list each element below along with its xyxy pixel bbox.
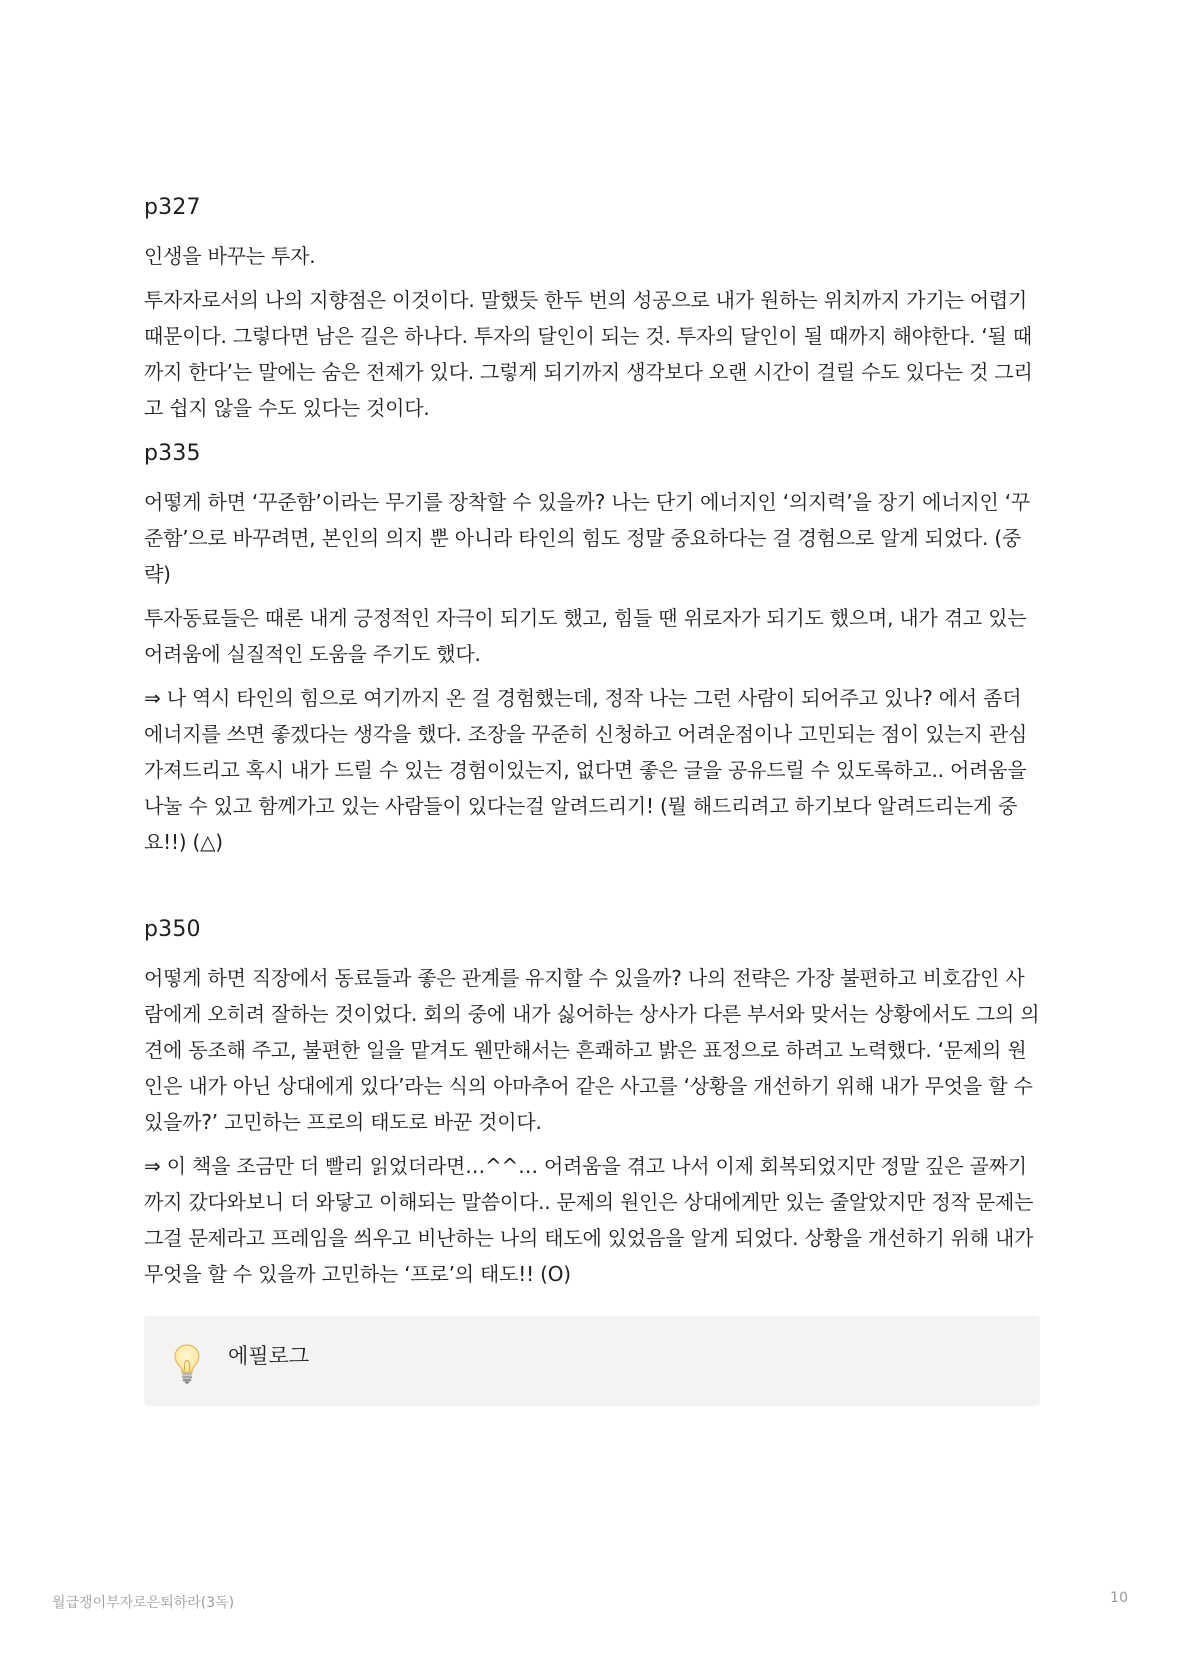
page-number: 10 — [1110, 1590, 1128, 1606]
section-p335 — [144, 434, 1040, 860]
section-p327 — [144, 188, 1040, 426]
epilogue-callout — [144, 1316, 1040, 1406]
section-p350 — [144, 910, 1040, 1292]
reflection-paragraph: ⇒ 나 역시 타인의 힘으로 여기까지 온 걸 경험했는데, 정작 나는 그런 사람이 되어주고 있나? 에서 좀더 에너지를 쓰면 좋겠다는 생각을 했다. 조장을 꾸준히 신청하고 어려운점이나 고민되는 점이 있는지 관심가져드리고 혹시 내가 드릴 수 있는 경험이있는지, 없다면 좋은 글을 공유드릴 수 있도록하고.. 어려움을 나눌 수 있고 함께가고 있는 사람들이 있다는걸 알려드리기! (뭘 해드리려고 하기보다 알려드리는게 중요!!) (△) — [144, 686, 1028, 854]
page-content — [144, 188, 1040, 1406]
reflection-paragraph: ⇒ 이 책을 조금만 더 빨리 읽었더라면…^^… 어려움을 겪고 나서 이제 회복되었지만 정말 깊은 골짜기까지 갔다와보니 더 와닿고 이해되는 말씀이다.. 문제의 원인은 상대에게만 있는 줄알았지만 정작 문제는 그걸 문제라고 프레임을 씌우고 비난하는 나의 태도에 있었음을 알게 되었다. 상황을 개선하기 위해 내가 무엇을 할 수 있을까 고민하는 ‘프로’의 태도!! (O) — [144, 1154, 1034, 1286]
page-reference: p350 — [144, 917, 201, 942]
page-reference: p327 — [144, 195, 201, 220]
paragraph: 인생을 바꾸는 투자. — [144, 244, 316, 268]
lightbulb-icon — [174, 1344, 200, 1384]
section-spacer — [144, 868, 1040, 910]
callout-text: 에필로그 — [228, 1344, 310, 1368]
document-title: 월급쟁이부자로은퇴하라(3독) — [52, 1595, 235, 1611]
paragraph: 투자자로서의 나의 지향점은 이것이다. 말했듯 한두 번의 성공으로 내가 원하는 위치까지 가기는 어렵기 때문이다. 그렇다면 남은 길은 하나다. 투자의 달인이 되는 것. 투자의 달인이 될 때까지 해야한다. ‘될 때까지 한다’는 말에는 숨은 전제가 있다. 그렇게 되기까지 생각보다 오랜 시간이 걸릴 수도 있다는 것 그리고 쉽지 않을 수도 있다는 것이다. — [144, 288, 1033, 420]
page-reference: p335 — [144, 441, 201, 466]
paragraph: 어떻게 하면 ‘꾸준함’이라는 무기를 장착할 수 있을까? 나는 단기 에너지인 ‘의지력’을 장기 에너지인 ‘꾸준함’으로 바꾸려면, 본인의 의지 뿐 아니라 타인의 힘도 정말 중요하다는 걸 경험으로 알게 되었다. (중략) — [144, 490, 1031, 586]
paragraph: 어떻게 하면 직장에서 동료들과 좋은 관계를 유지할 수 있을까? 나의 전략은 가장 불편하고 비호감인 사람에게 오히려 잘하는 것이었다. 회의 중에 내가 싫어하는 상사가 다른 부서와 맞서는 상황에서도 그의 의견에 동조해 주고, 불편한 일을 맡겨도 웬만해서는 흔쾌하고 밝은 표정으로 하려고 노력했다. ‘문제의 원인은 내가 아닌 상대에게 있다’라는 식의 아마추어 같은 사고를 ‘상황을 개선하기 위해 내가 무엇을 할 수 있을까?’ 고민하는 프로의 태도로 바꾼 것이다. — [144, 966, 1040, 1134]
paragraph: 투자동료들은 때론 내게 긍정적인 자극이 되기도 했고, 힘들 땐 위로자가 되기도 했으며, 내가 겪고 있는 어려움에 실질적인 도움을 주기도 했다. — [144, 606, 1027, 666]
